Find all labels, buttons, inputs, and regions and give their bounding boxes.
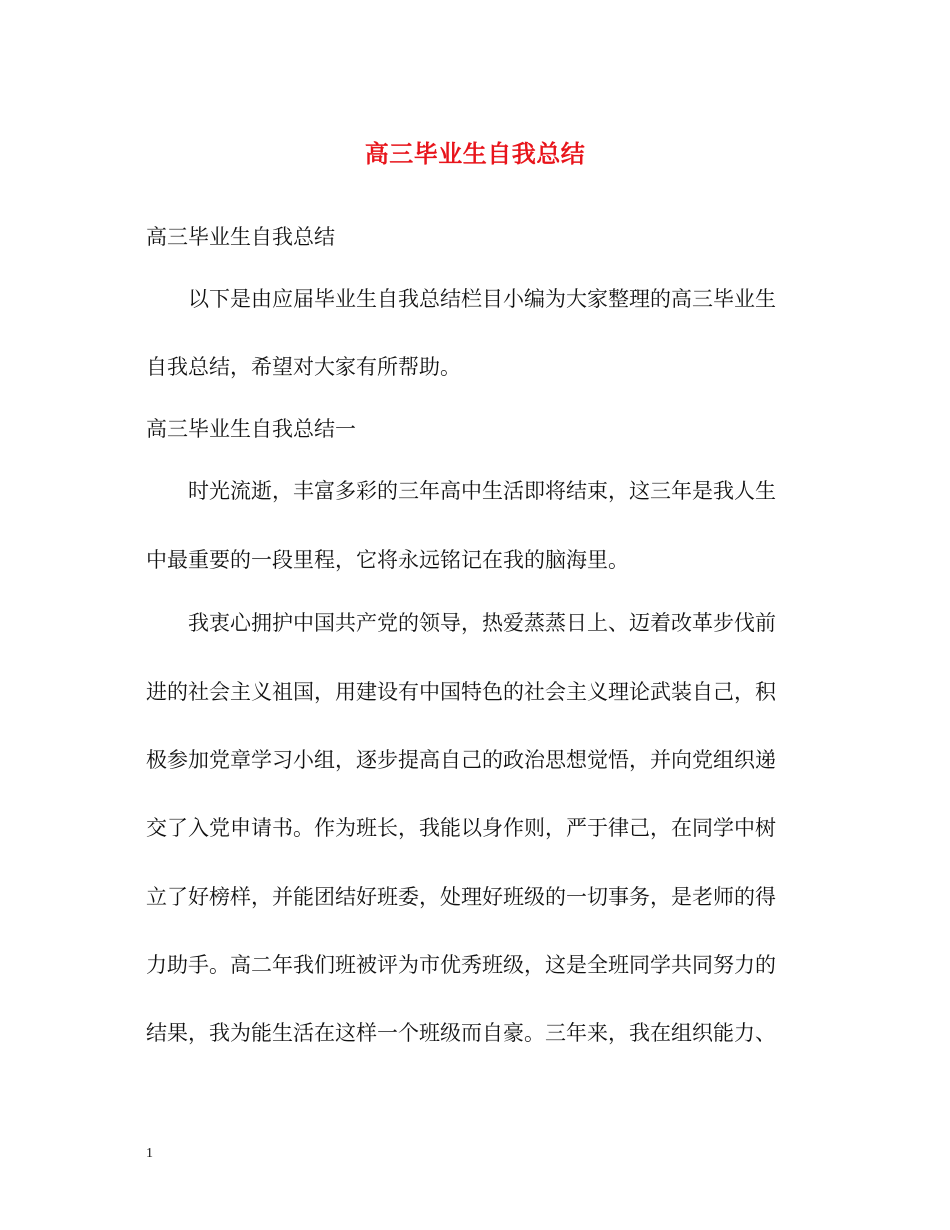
page-number: 1	[146, 1146, 153, 1161]
paragraph-line: 进的社会主义祖国，用建设有中国特色的社会主义理论武装自己，积	[146, 680, 776, 704]
paragraph-line: 极参加党章学习小组，逐步提高自己的政治思想觉悟，并向党组织递	[146, 748, 776, 772]
paragraph-line: 中最重要的一段里程，它将永远铭记在我的脑海里。	[146, 548, 629, 572]
document-title: 高三毕业生自我总结	[364, 139, 586, 168]
paragraph-line: 以下是由应届毕业生自我总结栏目小编为大家整理的高三毕业生	[188, 287, 776, 311]
paragraph-line: 立了好榜样，并能团结好班委，处理好班级的一切事务，是老师的得	[146, 885, 776, 909]
paragraph-line: 交了入党申请书。作为班长，我能以身作则，严于律己，在同学中树	[146, 816, 776, 840]
paragraph-line: 我衷心拥护中国共产党的领导，热爱蒸蒸日上、迈着改革步伐前	[188, 611, 776, 635]
paragraph-line: 结果，我为能生活在这样一个班级而自豪。三年来，我在组织能力、	[146, 1021, 776, 1045]
paragraph-line: 自我总结，希望对大家有所帮助。	[146, 355, 461, 379]
paragraph-line: 力助手。高二年我们班被评为市优秀班级，这是全班同学共同努力的	[146, 953, 776, 977]
section-heading: 高三毕业生自我总结一	[146, 417, 356, 441]
paragraph-line: 时光流逝，丰富多彩的三年高中生活即将结束，这三年是我人生	[188, 479, 776, 503]
section-heading: 高三毕业生自我总结	[146, 225, 335, 249]
